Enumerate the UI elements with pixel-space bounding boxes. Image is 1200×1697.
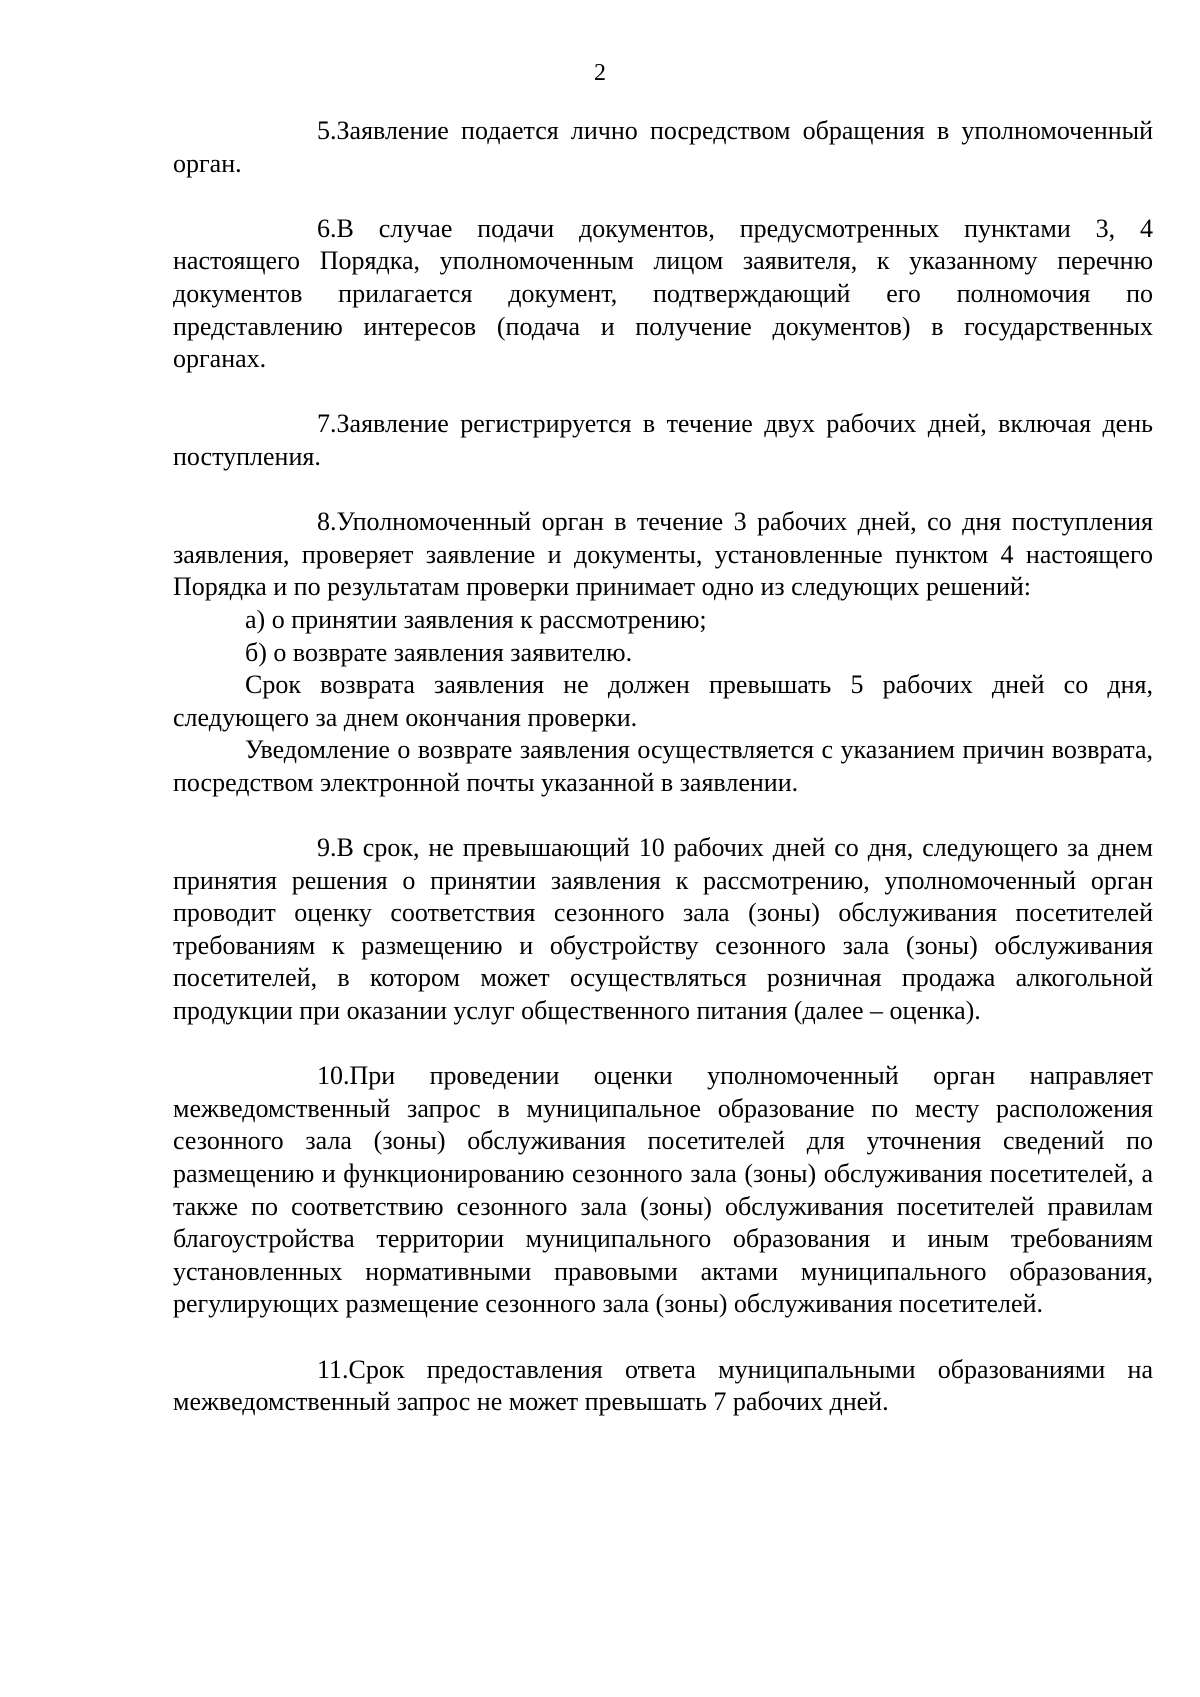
clause-text: Заявление подается лично посредством обращения в уполномоченный орган. [173,116,1153,178]
clause-text: Срок предоставления ответа муниципальными образованиями на межведомственный запрос не может превышать 7 рабочих дней. [173,1354,1153,1417]
clause-number: 8. [317,507,337,537]
clause-text: В случае подачи документов, предусмотренных пунктами 3, 4 настоящего Порядка, уполномоченным лицом заявителя, к указанному перечню документов прилагается документ, подтверждающий его полномочия по представлению интересов (подача и получение документов) в государственных органах. [173,213,1153,374]
clause-number: 7. [317,409,337,439]
clause-text: В срок, не превышающий 10 рабочих дней со дня, следующего за днем принятия решения о принятии заявления к рассмотрению, уполномоченный орган проводит оценку соответствия сезонного зала (зоны) обслуживания посетителей требованиям к размещению и обустройству сезонного зала (зоны) обслуживания посетителей, в котором может осуществляться розничная продажа алкогольной продукции при оказании услуг общественного питания (далее – оценка). [173,833,1153,1026]
clause-11 [173,1354,1153,1419]
clause-text: Уполномоченный орган в течение 3 рабочих дней, со дня поступления заявления, проверяет заявление и документы, установленные пунктом 4 настоящего Порядка и по результатам проверки принимает одно из следующих решений: [173,507,1153,602]
clause-number: 6. [317,213,337,243]
clause-8-return-term: Срок возврата заявления не должен превышать 5 рабочих дней со дня, следующего за днем окончания проверки. [173,670,1153,732]
page-number: 2 [594,60,606,86]
clause-9 [173,832,1153,1028]
clause-number: 11. [317,1354,349,1384]
clause-number: 10. [317,1061,350,1091]
clause-8 [173,506,1153,604]
clause-5 [173,115,1153,180]
clause-6 [173,213,1153,376]
clause-8-option-a: а) о принятии заявления к рассмотрению; [245,604,707,634]
clause-text: При проведении оценки уполномоченный орган направляет межведомственный запрос в муниципальное образование по месту расположения сезонного зала (зоны) обслуживания посетителей для уточнения сведений по размещению и функционированию сезонного зала (зоны) обслуживания посетителей, а также по соответствию сезонного зала (зоны) обслуживания посетителей правилам благоустройства территории муниципального образования и иным требованиям установленных нормативными правовыми актами муниципального образования, регулирующих размещение сезонного зала (зоны) обслуживания посетителей. [173,1061,1153,1319]
clause-7 [173,408,1153,473]
clause-number: 5. [317,116,337,145]
clause-10 [173,1060,1153,1321]
clause-8-notice: Уведомление о возврате заявления осуществляется с указанием причин возврата, посредством электронной почты указанной в заявлении. [173,735,1153,797]
clause-number: 9. [317,833,337,863]
clause-text: Заявление регистрируется в течение двух рабочих дней, включая день поступления. [173,409,1153,471]
clause-8-option-b: б) о возврате заявления заявителю. [245,637,633,667]
document-body [173,115,1153,1419]
